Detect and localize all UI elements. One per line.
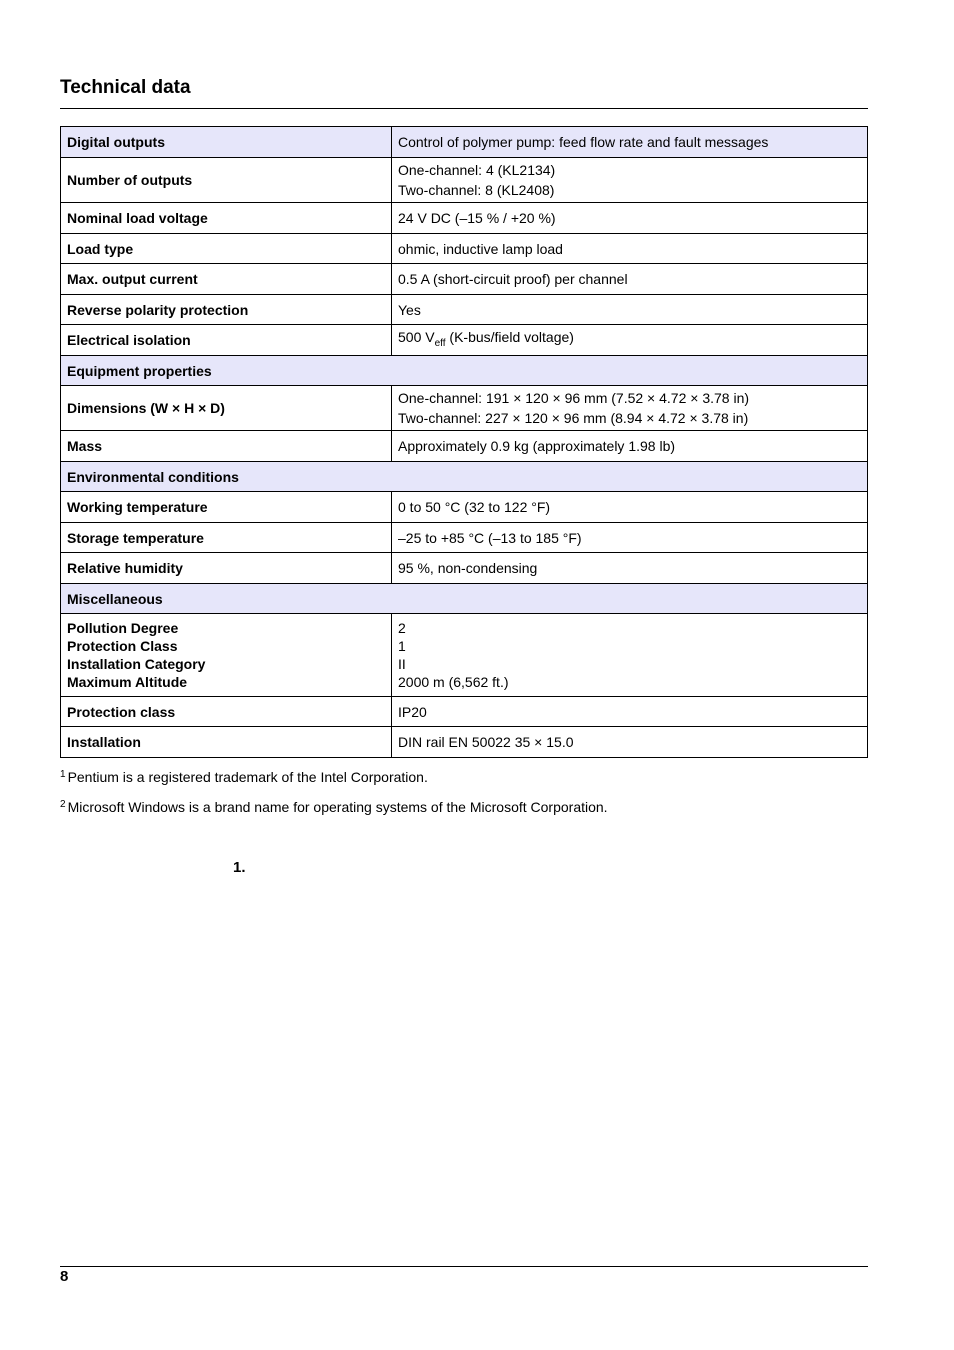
table-row	[61, 431, 868, 462]
row-label: Load type	[61, 234, 392, 264]
misc-label: Maximum Altitude	[67, 674, 188, 690]
table-row	[61, 553, 868, 584]
row-label: Mass	[61, 431, 392, 462]
row-label: Storage temperature	[61, 523, 392, 553]
row-value	[392, 614, 868, 697]
table-row	[61, 614, 868, 697]
row-label: Digital outputs	[61, 127, 392, 158]
footnote	[60, 765, 868, 787]
misc-label: Installation Category	[67, 656, 206, 672]
row-value: IP20	[392, 697, 868, 727]
section-row	[61, 356, 868, 386]
row-label: Nominal load voltage	[61, 203, 392, 234]
table-row	[61, 325, 868, 356]
misc-value: 2	[398, 620, 406, 636]
misc-label: Pollution Degree	[67, 620, 179, 636]
table-row	[61, 386, 868, 431]
row-label: Max. output current	[61, 264, 392, 295]
row-value: ohmic, inductive lamp load	[392, 234, 868, 264]
value-line: One-channel: 191 × 120 × 96 mm (7.52 × 4.72 × 3.78 in)	[398, 390, 750, 406]
footer-divider	[60, 1266, 868, 1267]
footnotes	[60, 765, 868, 825]
row-value: 0.5 A (short-circuit proof) per channel	[392, 264, 868, 295]
section-label: Environmental conditions	[61, 462, 868, 492]
misc-value: 1	[398, 638, 406, 654]
section-row	[61, 462, 868, 492]
value-suffix: (K-bus/field voltage)	[445, 328, 574, 345]
row-label: Number of outputs	[61, 158, 392, 203]
header-divider	[60, 108, 868, 109]
table-row	[61, 492, 868, 523]
row-value: Control of polymer pump: feed flow rate and fault messages	[392, 127, 868, 158]
section-label: Miscellaneous	[61, 584, 868, 614]
table-row	[61, 727, 868, 758]
section-row	[61, 584, 868, 614]
footnote-text: Microsoft Windows is a brand name for operating systems of the Microsoft Corporation.	[67, 799, 608, 815]
row-label: Electrical isolation	[61, 325, 392, 356]
value-prefix: 500 V	[398, 328, 435, 345]
row-value: Yes	[392, 295, 868, 325]
row-label: Dimensions (W × H × D)	[61, 386, 392, 431]
footnote-mark: 2	[60, 799, 66, 810]
row-value: 24 V DC (–15 % / +20 %)	[392, 203, 868, 234]
footnote-mark: 1	[60, 769, 66, 780]
row-label: Protection class	[61, 697, 392, 727]
misc-value: II	[398, 656, 406, 672]
technical-data-table	[60, 126, 868, 758]
misc-value: 2000 m (6,562 ft.)	[398, 674, 509, 690]
table-row	[61, 523, 868, 553]
row-value: Approximately 0.9 kg (approximately 1.98 lb)	[392, 431, 868, 462]
section-label: Equipment properties	[61, 356, 868, 386]
footnote	[60, 795, 868, 817]
row-value	[392, 325, 868, 356]
page-number: 8	[60, 1268, 69, 1285]
table-row	[61, 203, 868, 234]
row-label: Reverse polarity protection	[61, 295, 392, 325]
table-row	[61, 697, 868, 727]
page-title: Technical data	[60, 77, 191, 98]
step-number: 1.	[233, 859, 246, 876]
value-subscript: eff	[434, 337, 446, 349]
row-label: Installation	[61, 727, 392, 758]
row-value: DIN rail EN 50022 35 × 15.0	[392, 727, 868, 758]
table-row	[61, 264, 868, 295]
row-label	[61, 614, 392, 697]
row-label: Working temperature	[61, 492, 392, 523]
value-line: One-channel: 4 (KL2134)	[398, 162, 556, 178]
table-row	[61, 295, 868, 325]
misc-label: Protection Class	[67, 638, 178, 654]
row-value: 95 %, non-condensing	[392, 553, 868, 584]
row-value: 0 to 50 °C (32 to 122 °F)	[392, 492, 868, 523]
value-line: Two-channel: 8 (KL2408)	[398, 182, 555, 198]
footnote-text: Pentium is a registered trademark of the Intel Corporation.	[67, 769, 428, 785]
row-value	[392, 158, 868, 203]
table-row	[61, 127, 868, 158]
row-value	[392, 386, 868, 431]
table-row	[61, 158, 868, 203]
value-line: Two-channel: 227 × 120 × 96 mm (8.94 × 4.72 × 3.78 in)	[398, 410, 749, 426]
row-label: Relative humidity	[61, 553, 392, 584]
table-row	[61, 234, 868, 264]
row-value: –25 to +85 °C (–13 to 185 °F)	[392, 523, 868, 553]
